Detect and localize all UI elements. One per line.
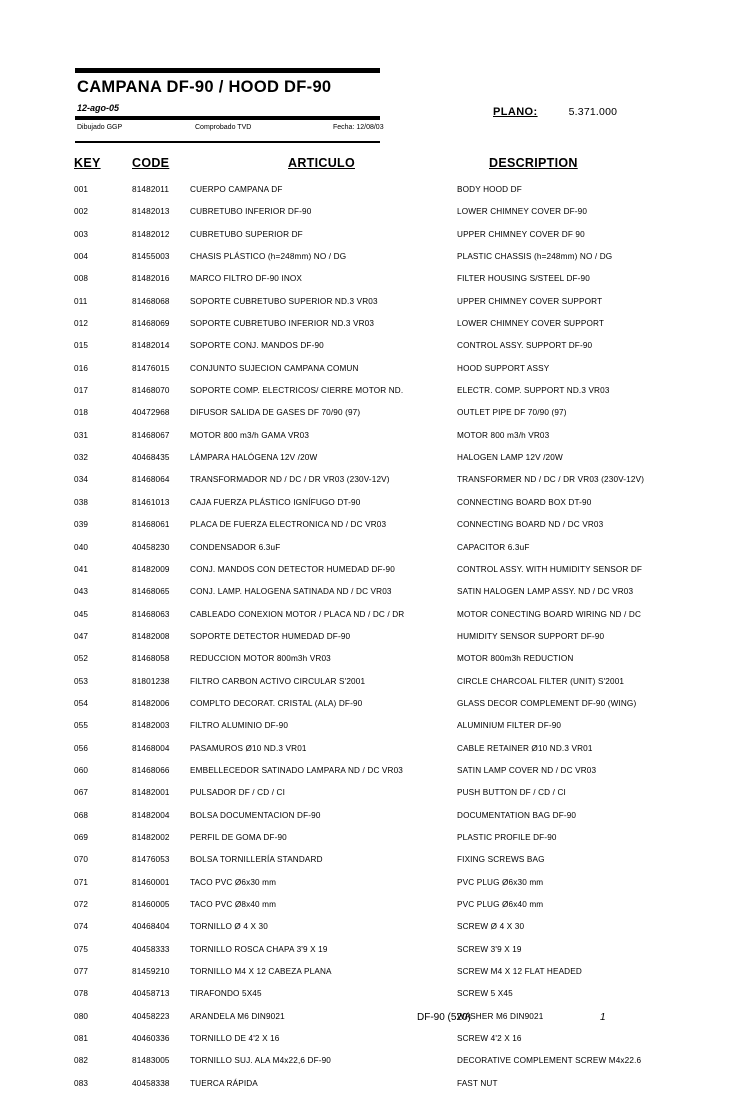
- row-key: 045: [74, 609, 89, 619]
- checked-by-label: Comprobado TVD: [195, 124, 252, 131]
- table-row: [0, 1033, 744, 1055]
- row-key: 068: [74, 810, 89, 820]
- row-articulo: CONJ. MANDOS CON DETECTOR HUMEDAD DF-90: [190, 564, 395, 574]
- row-code: 40458338: [132, 1078, 170, 1088]
- row-code: 40458230: [132, 542, 170, 552]
- row-code: 81482001: [132, 788, 170, 798]
- table-row: [0, 609, 744, 631]
- row-articulo: MARCO FILTRO DF-90 INOX: [190, 274, 303, 284]
- page-title: CAMPANA DF-90 / HOOD DF-90: [77, 78, 332, 96]
- row-description: CABLE RETAINER Ø10 ND.3 VR01: [457, 743, 593, 753]
- table-row: [0, 519, 744, 541]
- table-row: [0, 854, 744, 876]
- row-key: 039: [74, 520, 89, 530]
- table-row: [0, 921, 744, 943]
- row-articulo: BOLSA DOCUMENTACION DF-90: [190, 810, 321, 820]
- row-key: 082: [74, 1056, 89, 1066]
- row-articulo: ARANDELA M6 DIN9021: [190, 1011, 285, 1021]
- table-row: [0, 944, 744, 966]
- row-key: 080: [74, 1011, 89, 1021]
- row-description: MOTOR CONECTING BOARD WIRING ND / DC: [457, 609, 642, 619]
- row-code: 81482013: [132, 207, 170, 217]
- column-header-description: DESCRIPTION: [489, 156, 578, 170]
- row-articulo: PLACA DE FUERZA ELECTRONICA ND / DC VR03: [190, 520, 387, 530]
- row-articulo: SOPORTE CUBRETUBO INFERIOR ND.3 VR03: [190, 319, 375, 329]
- row-articulo: CABLEADO CONEXION MOTOR / PLACA ND / DC / DR: [190, 609, 405, 619]
- row-key: 004: [74, 252, 89, 262]
- plano-value: 5.371.000: [568, 106, 618, 118]
- row-description: WASHER M6 DIN9021: [457, 1011, 544, 1021]
- row-description: SATIN HALOGEN LAMP ASSY. ND / DC VR03: [457, 587, 634, 597]
- row-key: 003: [74, 229, 89, 239]
- row-description: SCREW Ø 4 X 30: [457, 922, 525, 932]
- row-description: PVC PLUG Ø6x30 mm: [457, 877, 544, 887]
- row-articulo: TUERCA RÁPIDA: [190, 1078, 258, 1088]
- footer-page-number: 1: [600, 1012, 606, 1023]
- row-articulo: LÁMPARA HALÓGENA 12V /20W: [190, 453, 318, 463]
- row-code: 81476053: [132, 855, 170, 865]
- row-key: 034: [74, 475, 89, 485]
- row-articulo: MOTOR 800 m3/h GAMA VR03: [190, 430, 310, 440]
- row-code: 81468061: [132, 520, 170, 530]
- row-articulo: CHASIS PLÁSTICO (h=248mm) NO / DG: [190, 252, 347, 262]
- row-articulo: TACO PVC Ø6x30 mm: [190, 877, 277, 887]
- table-row: [0, 363, 744, 385]
- row-articulo: CUBRETUBO INFERIOR DF-90: [190, 207, 312, 217]
- row-key: 040: [74, 542, 89, 552]
- header-rule-middle: [75, 116, 380, 120]
- table-row: [0, 966, 744, 988]
- row-description: CONTROL ASSY. SUPPORT DF-90: [457, 341, 593, 351]
- row-code: 81468065: [132, 587, 170, 597]
- table-column-headers: [0, 156, 744, 174]
- row-description: HALOGEN LAMP 12V /20W: [457, 453, 563, 463]
- row-articulo: CONJ. LAMP. HALOGENA SATINADA ND / DC VR03: [190, 587, 392, 597]
- row-code: 81482016: [132, 274, 170, 284]
- row-key: 053: [74, 676, 89, 686]
- header-rule-bottom: [75, 141, 380, 143]
- row-code: 81482008: [132, 631, 170, 641]
- table-row: [0, 184, 744, 206]
- document-date: 12-ago-05: [77, 103, 120, 113]
- row-key: 015: [74, 341, 89, 351]
- row-description: SATIN LAMP COVER ND / DC VR03: [457, 765, 597, 775]
- row-articulo: CONDENSADOR 6.3uF: [190, 542, 281, 552]
- parts-table: [0, 184, 744, 1100]
- row-key: 031: [74, 430, 89, 440]
- row-key: 041: [74, 564, 89, 574]
- table-row: [0, 586, 744, 608]
- table-row: [0, 743, 744, 765]
- table-row: [0, 988, 744, 1010]
- row-articulo: SOPORTE CONJ. MANDOS DF-90: [190, 341, 324, 351]
- table-row: [0, 273, 744, 295]
- row-articulo: CUBRETUBO SUPERIOR DF: [190, 229, 303, 239]
- row-code: 81483005: [132, 1056, 170, 1066]
- row-articulo: TORNILLO ROSCA CHAPA 3'9 X 19: [190, 944, 328, 954]
- table-row: [0, 206, 744, 228]
- row-code: 81459210: [132, 967, 170, 977]
- table-row: [0, 542, 744, 564]
- table-row: [0, 653, 744, 675]
- row-articulo: TORNILLO M4 X 12 CABEZA PLANA: [190, 967, 332, 977]
- table-row: [0, 407, 744, 429]
- table-row: [0, 296, 744, 318]
- row-description: FIXING SCREWS BAG: [457, 855, 545, 865]
- row-code: 81482004: [132, 810, 170, 820]
- table-row: [0, 229, 744, 251]
- row-code: 81461013: [132, 497, 170, 507]
- column-header-key: KEY: [74, 156, 101, 170]
- row-articulo: BOLSA TORNILLERÍA STANDARD: [190, 855, 323, 865]
- table-row: [0, 497, 744, 519]
- plano-label: PLANO:: [493, 106, 538, 118]
- row-key: 032: [74, 453, 89, 463]
- row-description: GLASS DECOR COMPLEMENT DF-90 (WING): [457, 698, 637, 708]
- table-row: [0, 787, 744, 809]
- row-key: 056: [74, 743, 89, 753]
- row-description: CIRCLE CHARCOAL FILTER (UNIT) S'2001: [457, 676, 625, 686]
- row-key: 008: [74, 274, 89, 284]
- row-description: BODY HOOD DF: [457, 185, 522, 194]
- row-description: CAPACITOR 6.3uF: [457, 542, 530, 552]
- row-code: 81476015: [132, 363, 170, 373]
- row-key: 018: [74, 408, 89, 418]
- row-key: 083: [74, 1078, 89, 1088]
- row-articulo: FILTRO CARBON ACTIVO CIRCULAR S'2001: [190, 676, 366, 686]
- row-articulo: TORNILLO SUJ. ALA M4x22,6 DF-90: [190, 1056, 332, 1066]
- row-description: PLASTIC CHASSIS (h=248mm) NO / DG: [457, 252, 613, 262]
- row-articulo: TRANSFORMADOR ND / DC / DR VR03 (230V-12V): [190, 475, 390, 485]
- row-key: 052: [74, 654, 89, 664]
- table-row: [0, 452, 744, 474]
- header-credits: [75, 124, 384, 140]
- row-key: 043: [74, 587, 89, 597]
- row-code: 81801238: [132, 676, 170, 686]
- row-key: 067: [74, 788, 89, 798]
- row-description: HOOD SUPPORT ASSY: [457, 363, 550, 373]
- row-description: SCREW 3'9 X 19: [457, 944, 522, 954]
- row-articulo: CUERPO CAMPANA DF: [190, 185, 283, 194]
- row-articulo: REDUCCION MOTOR 800m3h VR03: [190, 654, 331, 664]
- row-code: 40458223: [132, 1011, 170, 1021]
- row-description: ALUMINIUM FILTER DF-90: [457, 721, 562, 731]
- column-header-articulo: ARTICULO: [288, 156, 355, 170]
- row-code: 81482003: [132, 721, 170, 731]
- row-key: 071: [74, 877, 89, 887]
- row-key: 011: [74, 296, 88, 306]
- row-code: 40468404: [132, 922, 170, 932]
- row-description: PLASTIC PROFILE DF-90: [457, 832, 557, 842]
- row-description: CONTROL ASSY. WITH HUMIDITY SENSOR DF: [457, 564, 643, 574]
- table-row: [0, 810, 744, 832]
- row-key: 001: [74, 185, 89, 194]
- table-row: [0, 676, 744, 698]
- row-key: 070: [74, 855, 89, 865]
- row-code: 40460336: [132, 1034, 170, 1044]
- row-key: 038: [74, 497, 89, 507]
- row-key: 054: [74, 698, 89, 708]
- row-description: FAST NUT: [457, 1078, 498, 1088]
- row-articulo: PASAMUROS Ø10 ND.3 VR01: [190, 743, 307, 753]
- row-description: LOWER CHIMNEY COVER DF-90: [457, 207, 588, 217]
- row-key: 074: [74, 922, 89, 932]
- row-key: 077: [74, 967, 89, 977]
- row-key: 069: [74, 832, 89, 842]
- row-description: MOTOR 800 m3/h VR03: [457, 430, 550, 440]
- row-code: 40472968: [132, 408, 170, 418]
- row-code: 81468058: [132, 654, 170, 664]
- table-row: [0, 832, 744, 854]
- header-rule-top: [75, 68, 380, 73]
- row-code: 81468070: [132, 386, 170, 396]
- row-key: 047: [74, 631, 89, 641]
- table-row: [0, 698, 744, 720]
- row-code: 81468004: [132, 743, 170, 753]
- row-description: FILTER HOUSING S/STEEL DF-90: [457, 274, 590, 284]
- row-code: 81468064: [132, 475, 170, 485]
- table-row: [0, 474, 744, 496]
- table-row: [0, 765, 744, 787]
- row-description: UPPER CHIMNEY COVER SUPPORT: [457, 296, 603, 306]
- row-key: 016: [74, 363, 89, 373]
- row-description: UPPER CHIMNEY COVER DF 90: [457, 229, 585, 239]
- table-row: [0, 564, 744, 586]
- row-articulo: SOPORTE DETECTOR HUMEDAD DF-90: [190, 631, 351, 641]
- row-description: CONNECTING BOARD BOX DT-90: [457, 497, 592, 507]
- row-key: 055: [74, 721, 89, 731]
- row-articulo: PULSADOR DF / CD / CI: [190, 788, 286, 798]
- row-key: 012: [74, 319, 89, 329]
- row-code: 81482012: [132, 229, 170, 239]
- row-key: 072: [74, 900, 89, 909]
- row-description: SCREW 5 X45: [457, 989, 513, 999]
- row-code: 40458713: [132, 989, 170, 999]
- row-code: 81468067: [132, 430, 170, 440]
- table-row: [0, 720, 744, 742]
- row-key: 078: [74, 989, 89, 999]
- row-code: 81468068: [132, 296, 170, 306]
- row-code: 81482011: [132, 185, 170, 194]
- table-row: [0, 430, 744, 452]
- date-field-label: Fecha: 12/08/03: [333, 124, 384, 131]
- row-key: 060: [74, 765, 89, 775]
- column-header-code: CODE: [132, 156, 170, 170]
- row-articulo: FILTRO ALUMINIO DF-90: [190, 721, 289, 731]
- table-row: [0, 1078, 744, 1100]
- row-description: SCREW M4 X 12 FLAT HEADED: [457, 967, 582, 977]
- row-key: 081: [74, 1034, 89, 1044]
- row-code: 81482002: [132, 832, 170, 842]
- row-code: 81468063: [132, 609, 170, 619]
- row-code: 81468066: [132, 765, 170, 775]
- row-description: PUSH BUTTON DF / CD / CI: [457, 788, 566, 798]
- row-description: HUMIDITY SENSOR SUPPORT DF-90: [457, 631, 605, 641]
- row-code: 81482009: [132, 564, 170, 574]
- table-row: [0, 251, 744, 273]
- table-row: [0, 340, 744, 362]
- page-footer: [0, 1012, 744, 1030]
- row-description: LOWER CHIMNEY COVER SUPPORT: [457, 319, 605, 329]
- table-row: [0, 631, 744, 653]
- row-description: ELECTR. COMP. SUPPORT ND.3 VR03: [457, 386, 610, 396]
- row-key: 017: [74, 386, 89, 396]
- row-key: 075: [74, 944, 89, 954]
- row-code: 40468435: [132, 453, 170, 463]
- table-row: [0, 318, 744, 340]
- table-row: [0, 385, 744, 407]
- row-code: 81455003: [132, 252, 170, 262]
- row-articulo: PERFIL DE GOMA DF-90: [190, 832, 287, 842]
- table-row: [0, 899, 744, 921]
- row-articulo: COMPLTO DECORAT. CRISTAL (ALA) DF-90: [190, 698, 363, 708]
- row-code: 81460001: [132, 877, 170, 887]
- row-description: MOTOR 800m3h REDUCTION: [457, 654, 574, 664]
- row-articulo: TORNILLO DE 4'2 X 16: [190, 1034, 280, 1044]
- row-articulo: SOPORTE CUBRETUBO SUPERIOR ND.3 VR03: [190, 296, 378, 306]
- row-description: DECORATIVE COMPLEMENT SCREW M4x22.6: [457, 1056, 642, 1066]
- row-code: 40458333: [132, 944, 170, 954]
- row-description: DOCUMENTATION BAG DF-90: [457, 810, 577, 820]
- row-code: 81468069: [132, 319, 170, 329]
- row-description: TRANSFORMER ND / DC / DR VR03 (230V-12V): [457, 475, 645, 485]
- row-description: SCREW 4'2 X 16: [457, 1034, 522, 1044]
- row-description: CONNECTING BOARD ND / DC VR03: [457, 520, 604, 530]
- row-code: 81482006: [132, 698, 170, 708]
- row-articulo: TACO PVC Ø8x40 mm: [190, 900, 277, 909]
- drawn-by-label: Dibujado GGP: [77, 124, 123, 131]
- footer-model: DF-90 (520): [417, 1012, 471, 1023]
- row-articulo: SOPORTE COMP. ELECTRICOS/ CIERRE MOTOR ND.: [190, 386, 404, 396]
- document-header: [75, 68, 384, 143]
- table-row: [0, 1055, 744, 1077]
- row-code: 81460005: [132, 900, 170, 909]
- row-description: OUTLET PIPE DF 70/90 (97): [457, 408, 567, 418]
- row-key: 002: [74, 207, 89, 217]
- row-code: 81482014: [132, 341, 170, 351]
- row-description: PVC PLUG Ø6x40 mm: [457, 900, 544, 909]
- row-articulo: TORNILLO Ø 4 X 30: [190, 922, 268, 932]
- row-articulo: CONJUNTO SUJECION CAMPANA COMUN: [190, 363, 359, 373]
- row-articulo: DIFUSOR SALIDA DE GASES DF 70/90 (97): [190, 408, 361, 418]
- row-articulo: TIRAFONDO 5X45: [190, 989, 262, 999]
- plano-block: [493, 106, 617, 118]
- row-articulo: EMBELLECEDOR SATINADO LAMPARA ND / DC VR03: [190, 765, 404, 775]
- table-row: [0, 877, 744, 899]
- row-articulo: CAJA FUERZA PLÁSTICO IGNÍFUGO DT-90: [190, 497, 361, 507]
